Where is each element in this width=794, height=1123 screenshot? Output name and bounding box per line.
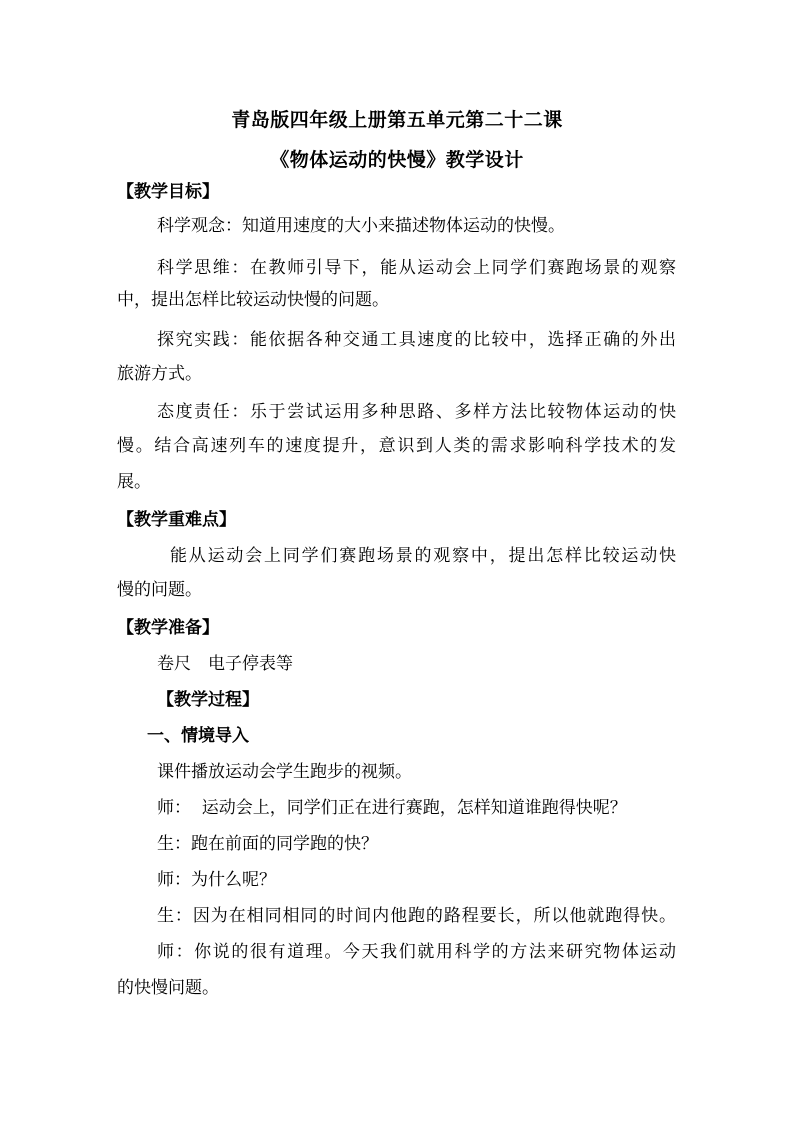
section-heading-goals: 【教学目标】 (117, 182, 219, 202)
subsection-heading-intro: 一、情境导入 (147, 726, 249, 746)
goal-scientific-concept: 科学观念：知道用速度的大小来描述物体运动的快慢。 (157, 216, 565, 236)
key-points-line1: 能从运动会上同学们赛跑场景的观察中，提出怎样比较运动快 (170, 546, 676, 566)
process-student-answer2: 生：因为在相同相同的时间内他跑的路程要长，所以他就跑得快。 (157, 906, 676, 926)
goal-inquiry-practice-line1: 探究实践：能依据各种交通工具速度的比较中，选择正确的外出 (157, 330, 676, 350)
goal-scientific-thinking-line2: 中，提出怎样比较运动快慢的问题。 (117, 290, 389, 310)
preparation-items: 卷尺 电子停表等 (157, 654, 293, 674)
section-heading-key-points: 【教学重难点】 (117, 510, 236, 530)
document-title-line2: 《物体运动的快慢》教学设计 (270, 149, 524, 171)
goal-attitude-line1: 态度责任：乐于尝试运用多种思路、多样方法比较物体运动的快 (157, 402, 676, 422)
process-teacher-why: 师：为什么呢？ (157, 870, 276, 890)
goal-inquiry-practice-line2: 旅游方式。 (117, 364, 202, 384)
process-teacher-question: 师： 运动会上，同学们正在进行赛跑，怎样知道谁跑得快呢？ (157, 798, 627, 818)
goal-attitude-line3: 展。 (117, 472, 151, 492)
section-heading-process: 【教学过程】 (157, 690, 259, 710)
process-teacher-summary-line1: 师：你说的很有道理。今天我们就用科学的方法来研究物体运动 (157, 942, 676, 962)
document-title-line1: 青岛版四年级上册第五单元第二十二课 (231, 109, 563, 131)
goal-scientific-thinking-line1: 科学思维：在教师引导下，能从运动会上同学们赛跑场景的观察 (157, 258, 676, 278)
key-points-line2: 慢的问题。 (117, 580, 202, 600)
process-para-video: 课件播放运动会学生跑步的视频。 (157, 762, 412, 782)
goal-attitude-line2: 慢。结合高速列车的速度提升，意识到人类的需求影响科学技术的发 (117, 436, 676, 456)
section-heading-preparation: 【教学准备】 (117, 618, 219, 638)
process-student-answer1: 生：跑在前面的同学跑的快？ (157, 834, 378, 854)
process-teacher-summary-line2: 的快慢问题。 (117, 978, 219, 998)
